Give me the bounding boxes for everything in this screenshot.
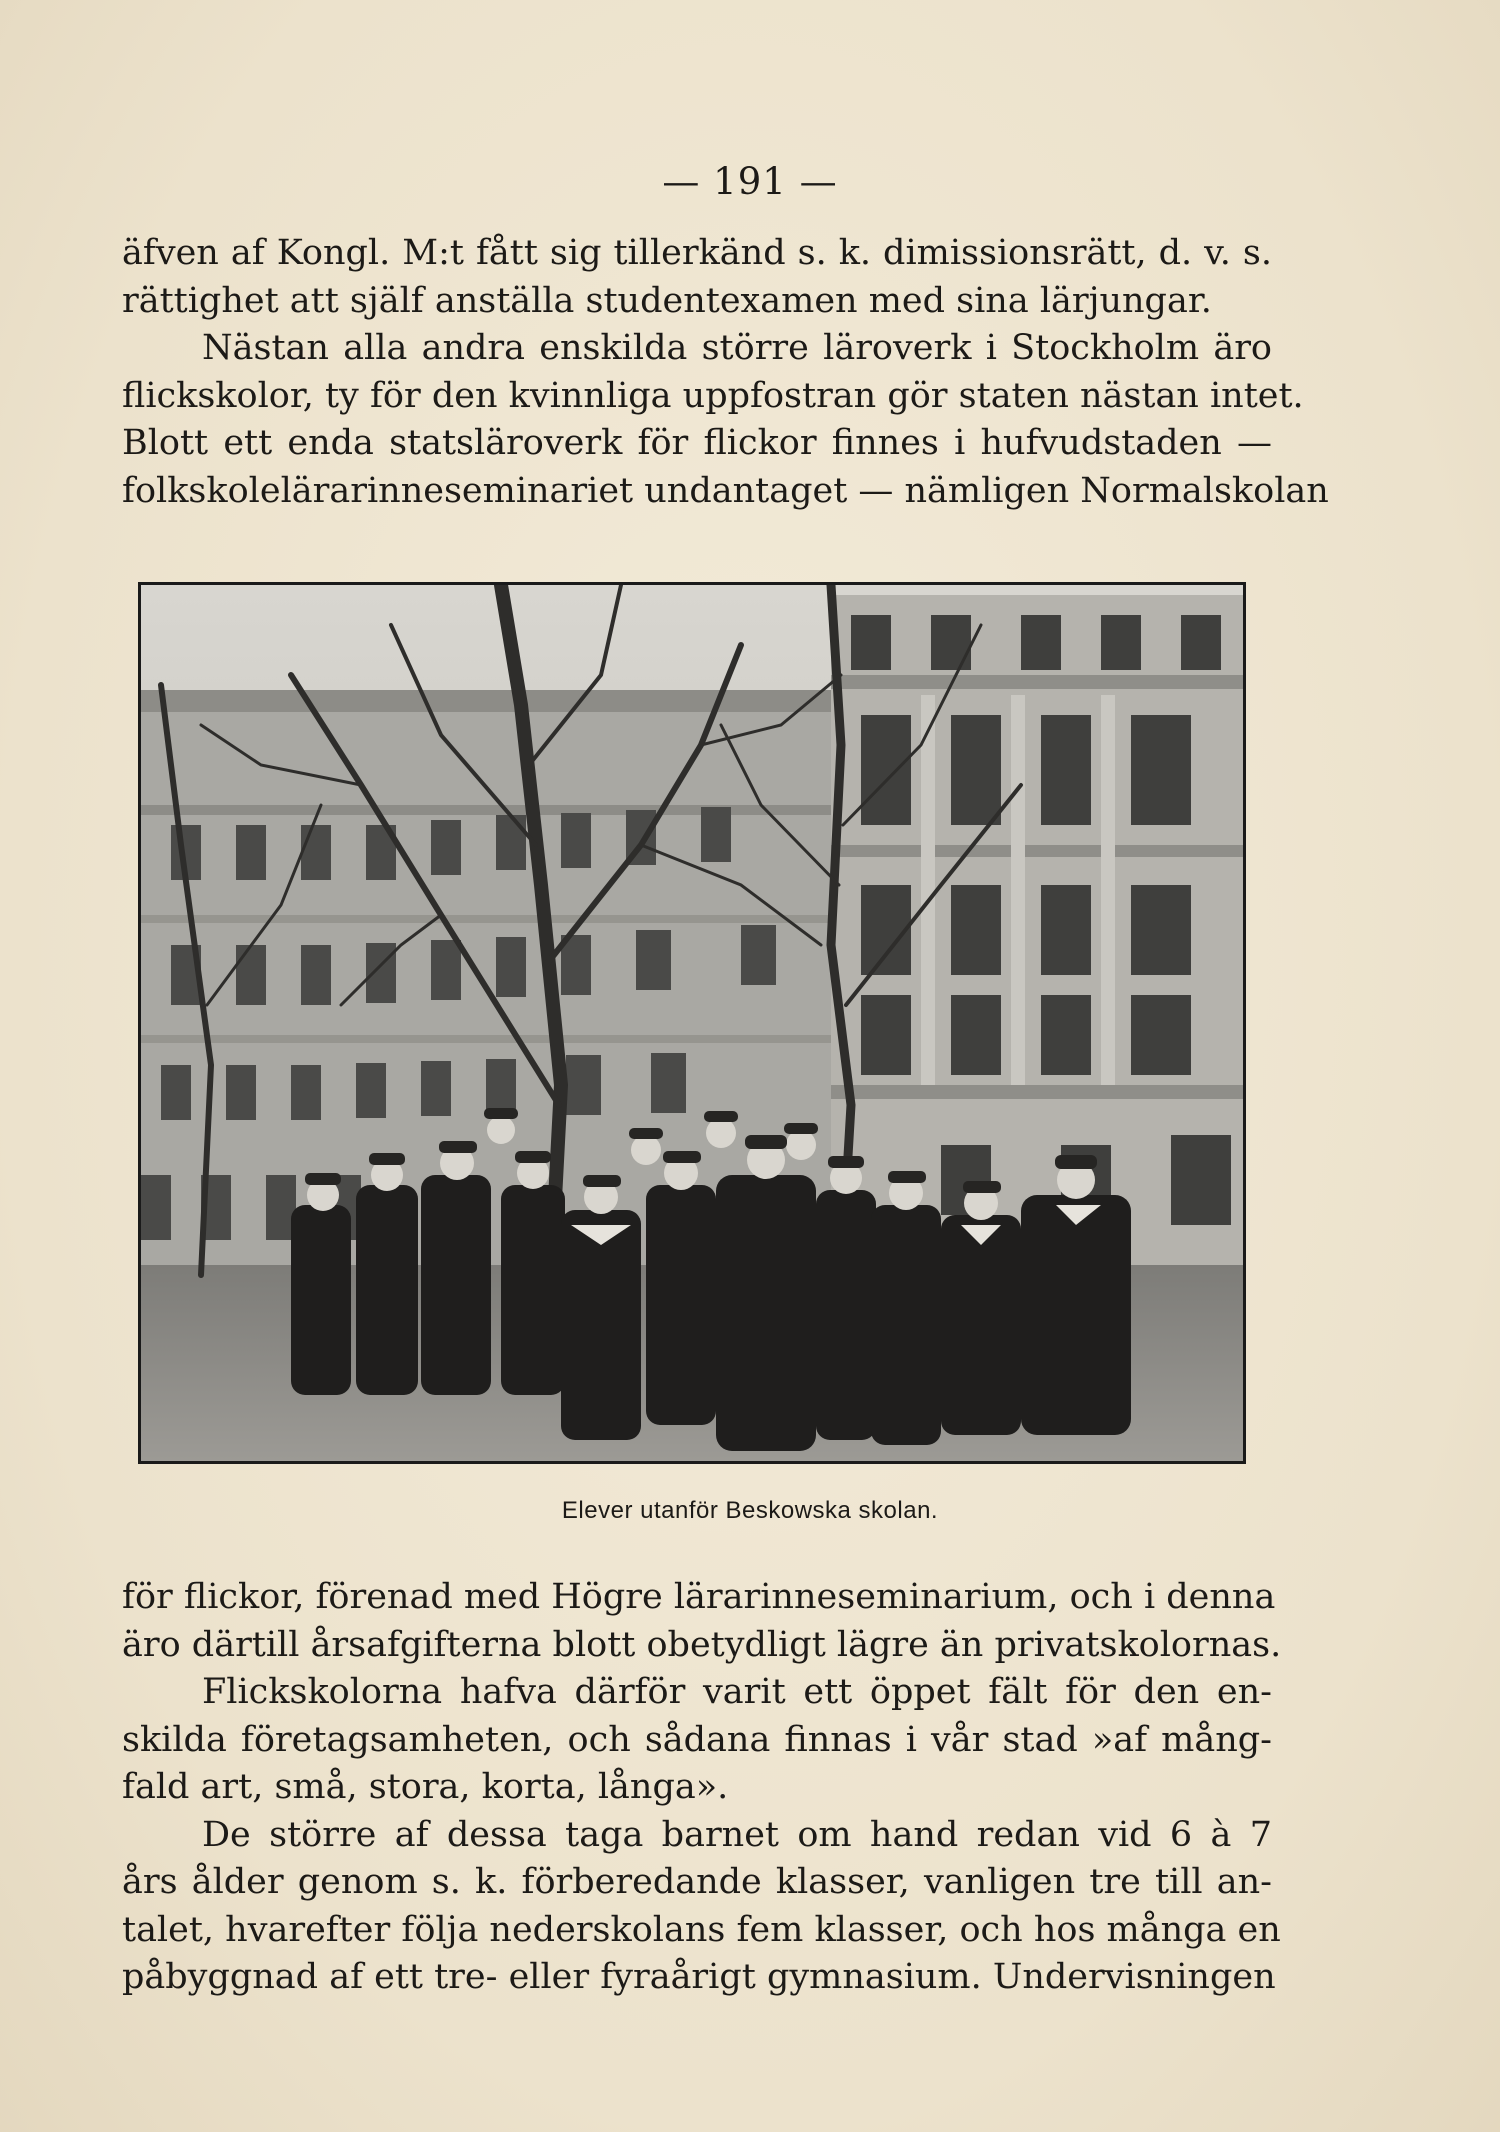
- text-line: Flickskolorna hafva därför varit ett öppet fält för den en-: [202, 1672, 1272, 1712]
- text-line: Nästan alla andra enskilda större läroverk i Stockholm äro: [202, 328, 1272, 368]
- photo-caption: Elever utanför Beskowska skolan.: [561, 1497, 939, 1524]
- text-line: för flickor, förenad med Högre lärarinneseminarium, och i denna: [122, 1577, 1276, 1617]
- text-line: fald art, små, stora, korta, långa».: [122, 1767, 729, 1807]
- text-line: Blott ett enda statsläroverk för flickor finnes i hufvudstaden —: [122, 423, 1272, 463]
- text-line: rättighet att själf anställa studentexamen med sina lärjungar.: [122, 280, 1212, 321]
- text-line: äro därtill årsafgifterna blott obetydligt lägre än privatskolornas.: [122, 1624, 1282, 1665]
- text-line: påbyggnad af ett tre- eller fyraårigt gymnasium. Undervisningen: [122, 1957, 1276, 1997]
- school-photograph: [138, 582, 1246, 1464]
- text-line: De större af dessa taga barnet om hand redan vid 6 à 7: [202, 1814, 1272, 1855]
- text-line: folkskolelärarinneseminariet undantaget — nämligen Normalskolan: [122, 470, 1329, 511]
- text-line: flickskolor, ty för den kvinnliga uppfostran gör staten nästan intet.: [122, 375, 1304, 416]
- page-number: — 191 —: [662, 160, 838, 203]
- text-line: äfven af Kongl. M:t fått sig tillerkänd s. k. dimissionsrätt, d. v. s.: [122, 233, 1272, 273]
- top-paragraphs: [122, 230, 1329, 515]
- text-line: talet, hvarefter följa nederskolans fem klasser, och hos många en: [122, 1909, 1281, 1950]
- bottom-paragraphs: [122, 1574, 1282, 2002]
- text-line: års ålder genom s. k. förberedande klasser, vanligen tre till an-: [122, 1862, 1272, 1902]
- text-line: skilda företagsamheten, och sådana finnas i vår stad »af mång-: [122, 1719, 1272, 1760]
- photo-illustration: [141, 585, 1243, 1461]
